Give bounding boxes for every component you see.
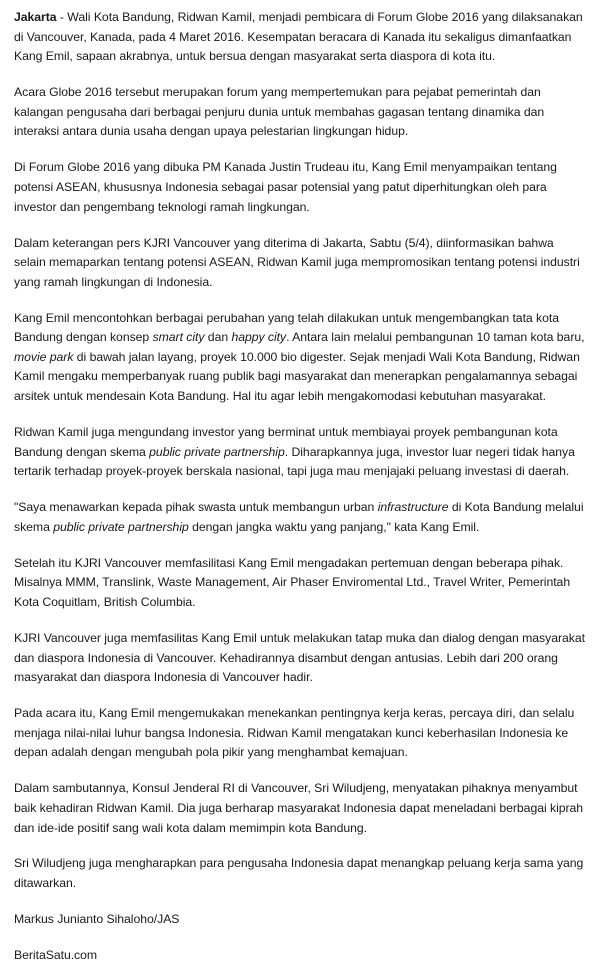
paragraph-4: Dalam keterangan pers KJRI Vancouver yang diterima di Jakarta, Sabtu (5/4), diinformasikan bahwa selain memaparkan tentang potensi ASEAN, Ridwan Kamil juga mempromosikan tentang potensi industri yang ramah lingkungan di Indonesia. bbox=[14, 235, 580, 289]
paragraph-10: Pada acara itu, Kang Emil mengemukakan menekankan pentingnya kerja keras, percaya diri, dan selalu menjaga nilai-nilai luhur bangsa Indonesia. Ridwan Kamil mengatakan kunci keberhasilan Indonesia ke depan adalah dengan mengubah pola pikir yang menghambat kemajuan. bbox=[14, 706, 575, 760]
paragraph-1-text: - Wali Kota Bandung, Ridwan Kamil, menjadi pembicara di Forum Globe 2016 yang dilaksanakan di Vancouver, Kanada, pada 4 Maret 2016. Kesempatan beracara di Kanada itu sekaligus dimanfaatkan Kang Emil, sapaan akrabnya, untuk bersua dengan masyarakat serta diaspora di kota itu. bbox=[14, 10, 583, 64]
term-public-private-partnership: public private partnership bbox=[149, 444, 285, 459]
term-smart-city: smart city bbox=[152, 330, 205, 345]
source-credit: BeritaSatu.com bbox=[14, 948, 98, 963]
paragraph-6 bbox=[14, 423, 587, 482]
paragraph-7-quote bbox=[14, 498, 587, 537]
paragraph-12: Sri Wiludjeng juga mengharapkan para pengusaha Indonesia dapat menangkap peluang kerja sama yang ditawarkan. bbox=[14, 856, 584, 891]
paragraph-6-text-b: . Diharapkannya juga, investor luar negeri tidak hanya tertarik terhadap proyek-proyek berskala nasional, tapi juga mau menjajaki peluang investasi di daerah. bbox=[14, 444, 575, 479]
author-byline: Markus Junianto Sihaloho/JAS bbox=[14, 912, 180, 927]
paragraph-2: Acara Globe 2016 tersebut merupakan forum yang mempertemukan para pejabat pemerintah dan kalangan pengusaha dari berbagai penjuru dunia untuk membahas gagasan tentang dinamika dan interaksi antara dunia usaha dengan upaya pelestarian lingkungan hidup. bbox=[14, 85, 545, 139]
paragraph-5 bbox=[14, 309, 587, 407]
term-public-private-partnership-2: public private partnership bbox=[53, 519, 189, 534]
paragraph-5-text-a: Kang Emil mencontohkan berbagai perubahan yang telah dilakukan untuk mengembangkan tata kota Bandung dengan konsep bbox=[14, 310, 559, 345]
paragraph-3: Di Forum Globe 2016 yang dibuka PM Kanada Justin Trudeau itu, Kang Emil menyampaikan tentang potensi ASEAN, khususnya Indonesia sebagai pasar potensial yang patut diperhitungkan oleh para investor dan pengembang teknologi ramah lingkungan. bbox=[14, 160, 557, 214]
paragraph-7-text-c: dengan jangka waktu yang panjang," kata Kang Emil. bbox=[188, 519, 480, 534]
paragraph-5-text-b: dan bbox=[204, 330, 232, 345]
paragraph-1 bbox=[14, 8, 587, 67]
term-movie-park: movie park bbox=[14, 349, 74, 364]
paragraph-7-text-b: di Kota Bandung melalui skema bbox=[14, 500, 584, 534]
paragraph-5-text-d: di bawah jalan layang, proyek 10.000 bio digester. Sejak menjadi Wali Kota Bandung, Ridwan Kamil mengaku memperbanyak ruang publik bagi masyarakat dan menerapkan pengalamannya sebagai arsitek untuk mendesain Kota Bandung. Hal itu agar lebih mengakomodasi kebutuhan masyarakat. bbox=[14, 349, 580, 404]
term-infrastructure: infrastructure bbox=[377, 500, 449, 515]
paragraph-5-text-c: . Antara lain melalui pembangunan 10 taman kota baru, bbox=[286, 330, 585, 345]
paragraph-7-text-a: "Saya menawarkan kepada pihak swasta untuk membangun urban bbox=[14, 500, 378, 515]
paragraph-9: KJRI Vancouver juga memfasilitas Kang Emil untuk melakukan tatap muka dan dialog dengan masyarakat dan diaspora Indonesia di Vancouver. Kehadirannya disambut dengan antusias. Lebih dari 200 orang masyarakat dan diaspora Indonesia di Vancouver hadir. bbox=[14, 630, 585, 685]
dateline: Jakarta bbox=[14, 10, 57, 24]
term-happy-city: happy city bbox=[231, 330, 287, 345]
paragraph-11: Dalam sambutannya, Konsul Jenderal RI di Vancouver, Sri Wiludjeng, menyatakan pihaknya menyambut baik kehadiran Ridwan Kamil. Dia juga berharap masyarakat Indonesia dapat meneladani berbagai kiprah dan ide-ide positif sang wali kota dalam memimpin kota Bandung. bbox=[14, 781, 584, 835]
paragraph-8: Setelah itu KJRI Vancouver memfasilitasi Kang Emil mengadakan pertemuan dengan beberapa pihak. Misalnya MMM, Translink, Waste Management, Air Phaser Enviromental Ltd., Travel Writer, Pemerintah Kota Coquitlam, British Columbia. bbox=[14, 555, 571, 609]
paragraph-6-text-a: Ridwan Kamil juga mengundang investor yang berminat untuk membiayai proyek pembangunan kota Bandung dengan skema bbox=[14, 425, 558, 459]
